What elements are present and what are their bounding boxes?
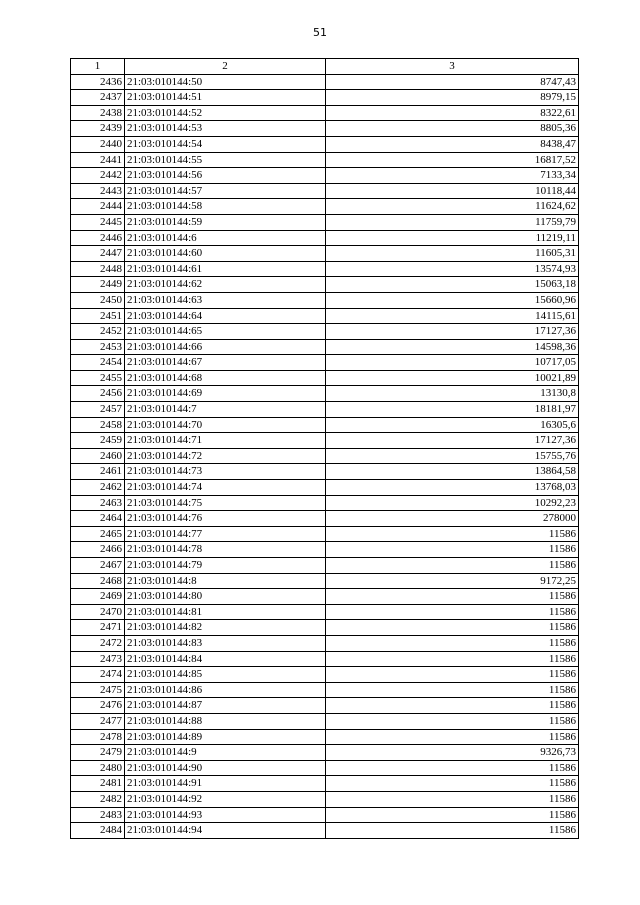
table-row: [71, 573, 579, 589]
row-number-cell: 2463: [71, 495, 125, 511]
value-cell: 11586: [326, 542, 579, 558]
cadastral-number-cell: 21:03:010144:60: [125, 246, 326, 262]
table-row: [71, 713, 579, 729]
cadastral-number-cell: 21:03:010144:9: [125, 745, 326, 761]
cadastral-number-cell: 21:03:010144:58: [125, 199, 326, 215]
value-cell: 11586: [326, 635, 579, 651]
header-cell-1: 1: [71, 59, 125, 75]
row-number-cell: 2438: [71, 105, 125, 121]
cadastral-number-cell: 21:03:010144:6: [125, 230, 326, 246]
cadastral-number-cell: 21:03:010144:61: [125, 261, 326, 277]
value-cell: 15755,76: [326, 448, 579, 464]
cadastral-number-cell: 21:03:010144:80: [125, 589, 326, 605]
table-row: [71, 635, 579, 651]
cadastral-number-cell: 21:03:010144:56: [125, 168, 326, 184]
row-number-cell: 2447: [71, 246, 125, 262]
value-cell: 11586: [326, 760, 579, 776]
table-row: [71, 246, 579, 262]
row-number-cell: 2437: [71, 90, 125, 106]
row-number-cell: 2452: [71, 324, 125, 340]
value-cell: 9326,73: [326, 745, 579, 761]
value-cell: 15063,18: [326, 277, 579, 293]
cadastral-number-cell: 21:03:010144:50: [125, 74, 326, 90]
cadastral-number-cell: 21:03:010144:86: [125, 682, 326, 698]
cadastral-number-cell: 21:03:010144:7: [125, 402, 326, 418]
value-cell: 11586: [326, 589, 579, 605]
row-number-cell: 2442: [71, 168, 125, 184]
table-row: [71, 823, 579, 839]
row-number-cell: 2475: [71, 682, 125, 698]
cadastral-number-cell: 21:03:010144:51: [125, 90, 326, 106]
value-cell: 17127,36: [326, 324, 579, 340]
value-cell: 10717,05: [326, 355, 579, 371]
cadastral-number-cell: 21:03:010144:84: [125, 651, 326, 667]
cadastral-number-cell: 21:03:010144:66: [125, 339, 326, 355]
row-number-cell: 2461: [71, 464, 125, 480]
value-cell: 11586: [326, 791, 579, 807]
row-number-cell: 2453: [71, 339, 125, 355]
table-row: [71, 74, 579, 90]
row-number-cell: 2451: [71, 308, 125, 324]
table-row: [71, 542, 579, 558]
row-number-cell: 2458: [71, 417, 125, 433]
table-row: [71, 495, 579, 511]
table-row: [71, 511, 579, 527]
table-row: [71, 448, 579, 464]
value-cell: 11586: [326, 776, 579, 792]
row-number-cell: 2444: [71, 199, 125, 215]
value-cell: 11759,79: [326, 214, 579, 230]
cadastral-number-cell: 21:03:010144:93: [125, 807, 326, 823]
table-row: [71, 324, 579, 340]
row-number-cell: 2473: [71, 651, 125, 667]
cadastral-number-cell: 21:03:010144:91: [125, 776, 326, 792]
row-number-cell: 2457: [71, 402, 125, 418]
cadastral-number-cell: 21:03:010144:88: [125, 713, 326, 729]
cadastral-number-cell: 21:03:010144:52: [125, 105, 326, 121]
row-number-cell: 2440: [71, 136, 125, 152]
value-cell: 13574,93: [326, 261, 579, 277]
row-number-cell: 2465: [71, 526, 125, 542]
row-number-cell: 2468: [71, 573, 125, 589]
cadastral-number-cell: 21:03:010144:69: [125, 386, 326, 402]
header-cell-2: 2: [125, 59, 326, 75]
table-row: [71, 386, 579, 402]
cadastral-number-cell: 21:03:010144:82: [125, 620, 326, 636]
value-cell: 14115,61: [326, 308, 579, 324]
row-number-cell: 2462: [71, 480, 125, 496]
value-cell: 11586: [326, 604, 579, 620]
cadastral-number-cell: 21:03:010144:71: [125, 433, 326, 449]
page-number: 51: [313, 26, 327, 39]
cadastral-number-cell: 21:03:010144:85: [125, 667, 326, 683]
table-row: [71, 277, 579, 293]
table-row: [71, 791, 579, 807]
row-number-cell: 2464: [71, 511, 125, 527]
cadastral-number-cell: 21:03:010144:76: [125, 511, 326, 527]
table-header: [71, 59, 579, 75]
value-cell: 18181,97: [326, 402, 579, 418]
value-cell: 278000: [326, 511, 579, 527]
cadastral-number-cell: 21:03:010144:78: [125, 542, 326, 558]
table-row: [71, 745, 579, 761]
row-number-cell: 2460: [71, 448, 125, 464]
value-cell: 11219,11: [326, 230, 579, 246]
value-cell: 17127,36: [326, 433, 579, 449]
value-cell: 7133,34: [326, 168, 579, 184]
table-row: [71, 292, 579, 308]
value-cell: 11586: [326, 729, 579, 745]
value-cell: 11624,62: [326, 199, 579, 215]
row-number-cell: 2459: [71, 433, 125, 449]
table-row: [71, 729, 579, 745]
value-cell: 13768,03: [326, 480, 579, 496]
table-row: [71, 760, 579, 776]
table-row: [71, 152, 579, 168]
value-cell: 8747,43: [326, 74, 579, 90]
cadastral-number-cell: 21:03:010144:8: [125, 573, 326, 589]
row-number-cell: 2484: [71, 823, 125, 839]
row-number-cell: 2456: [71, 386, 125, 402]
cadastral-number-cell: 21:03:010144:64: [125, 308, 326, 324]
row-number-cell: 2469: [71, 589, 125, 605]
header-row: [71, 59, 579, 75]
cadastral-number-cell: 21:03:010144:67: [125, 355, 326, 371]
cadastral-number-cell: 21:03:010144:74: [125, 480, 326, 496]
table-row: [71, 168, 579, 184]
row-number-cell: 2470: [71, 604, 125, 620]
row-number-cell: 2477: [71, 713, 125, 729]
row-number-cell: 2450: [71, 292, 125, 308]
table-row: [71, 480, 579, 496]
table-row: [71, 417, 579, 433]
cadastral-number-cell: 21:03:010144:77: [125, 526, 326, 542]
cadastral-number-cell: 21:03:010144:55: [125, 152, 326, 168]
table-row: [71, 339, 579, 355]
value-cell: 14598,36: [326, 339, 579, 355]
table-row: [71, 464, 579, 480]
cadastral-number-cell: 21:03:010144:83: [125, 635, 326, 651]
cadastral-table: [70, 58, 579, 839]
value-cell: 10118,44: [326, 183, 579, 199]
cadastral-number-cell: 21:03:010144:79: [125, 558, 326, 574]
value-cell: 15660,96: [326, 292, 579, 308]
table-row: [71, 698, 579, 714]
cadastral-number-cell: 21:03:010144:87: [125, 698, 326, 714]
value-cell: 11586: [326, 667, 579, 683]
row-number-cell: 2483: [71, 807, 125, 823]
value-cell: 16817,52: [326, 152, 579, 168]
value-cell: 13864,58: [326, 464, 579, 480]
value-cell: 11586: [326, 682, 579, 698]
value-cell: 11586: [326, 620, 579, 636]
table-row: [71, 558, 579, 574]
value-cell: 8322,61: [326, 105, 579, 121]
row-number-cell: 2454: [71, 355, 125, 371]
header-cell-3: 3: [326, 59, 579, 75]
cadastral-number-cell: 21:03:010144:53: [125, 121, 326, 137]
cadastral-number-cell: 21:03:010144:73: [125, 464, 326, 480]
cadastral-number-cell: 21:03:010144:94: [125, 823, 326, 839]
row-number-cell: 2466: [71, 542, 125, 558]
table-row: [71, 604, 579, 620]
row-number-cell: 2479: [71, 745, 125, 761]
table-body: [71, 74, 579, 838]
cadastral-number-cell: 21:03:010144:70: [125, 417, 326, 433]
value-cell: 8805,36: [326, 121, 579, 137]
value-cell: 11586: [326, 823, 579, 839]
value-cell: 11586: [326, 807, 579, 823]
table-row: [71, 433, 579, 449]
row-number-cell: 2436: [71, 74, 125, 90]
cadastral-number-cell: 21:03:010144:90: [125, 760, 326, 776]
row-number-cell: 2471: [71, 620, 125, 636]
table-row: [71, 136, 579, 152]
row-number-cell: 2448: [71, 261, 125, 277]
cadastral-number-cell: 21:03:010144:65: [125, 324, 326, 340]
value-cell: 16305,6: [326, 417, 579, 433]
row-number-cell: 2481: [71, 776, 125, 792]
table-row: [71, 121, 579, 137]
value-cell: 11586: [326, 651, 579, 667]
table-row: [71, 183, 579, 199]
row-number-cell: 2443: [71, 183, 125, 199]
cadastral-number-cell: 21:03:010144:75: [125, 495, 326, 511]
table-row: [71, 355, 579, 371]
table-row: [71, 402, 579, 418]
row-number-cell: 2480: [71, 760, 125, 776]
cadastral-number-cell: 21:03:010144:81: [125, 604, 326, 620]
value-cell: 11605,31: [326, 246, 579, 262]
cadastral-number-cell: 21:03:010144:72: [125, 448, 326, 464]
table-row: [71, 370, 579, 386]
table-row: [71, 620, 579, 636]
row-number-cell: 2445: [71, 214, 125, 230]
table-row: [71, 682, 579, 698]
cadastral-number-cell: 21:03:010144:54: [125, 136, 326, 152]
table-row: [71, 526, 579, 542]
table-row: [71, 261, 579, 277]
value-cell: 11586: [326, 526, 579, 542]
cadastral-number-cell: 21:03:010144:62: [125, 277, 326, 293]
table-row: [71, 90, 579, 106]
value-cell: 10021,89: [326, 370, 579, 386]
value-cell: 11586: [326, 713, 579, 729]
value-cell: 13130,8: [326, 386, 579, 402]
table-row: [71, 214, 579, 230]
row-number-cell: 2478: [71, 729, 125, 745]
row-number-cell: 2472: [71, 635, 125, 651]
cadastral-number-cell: 21:03:010144:68: [125, 370, 326, 386]
table-row: [71, 776, 579, 792]
table-row: [71, 105, 579, 121]
row-number-cell: 2449: [71, 277, 125, 293]
row-number-cell: 2441: [71, 152, 125, 168]
table-row: [71, 308, 579, 324]
cadastral-number-cell: 21:03:010144:63: [125, 292, 326, 308]
cadastral-number-cell: 21:03:010144:92: [125, 791, 326, 807]
value-cell: 8979,15: [326, 90, 579, 106]
row-number-cell: 2467: [71, 558, 125, 574]
row-number-cell: 2482: [71, 791, 125, 807]
value-cell: 11586: [326, 698, 579, 714]
cadastral-number-cell: 21:03:010144:57: [125, 183, 326, 199]
value-cell: 11586: [326, 558, 579, 574]
table-row: [71, 230, 579, 246]
cadastral-number-cell: 21:03:010144:59: [125, 214, 326, 230]
table-row: [71, 199, 579, 215]
table-row: [71, 651, 579, 667]
row-number-cell: 2455: [71, 370, 125, 386]
row-number-cell: 2446: [71, 230, 125, 246]
value-cell: 8438,47: [326, 136, 579, 152]
cadastral-number-cell: 21:03:010144:89: [125, 729, 326, 745]
table-row: [71, 589, 579, 605]
value-cell: 10292,23: [326, 495, 579, 511]
table-row: [71, 807, 579, 823]
row-number-cell: 2474: [71, 667, 125, 683]
value-cell: 9172,25: [326, 573, 579, 589]
cadastral-table-container: [70, 58, 578, 839]
table-row: [71, 667, 579, 683]
row-number-cell: 2476: [71, 698, 125, 714]
row-number-cell: 2439: [71, 121, 125, 137]
